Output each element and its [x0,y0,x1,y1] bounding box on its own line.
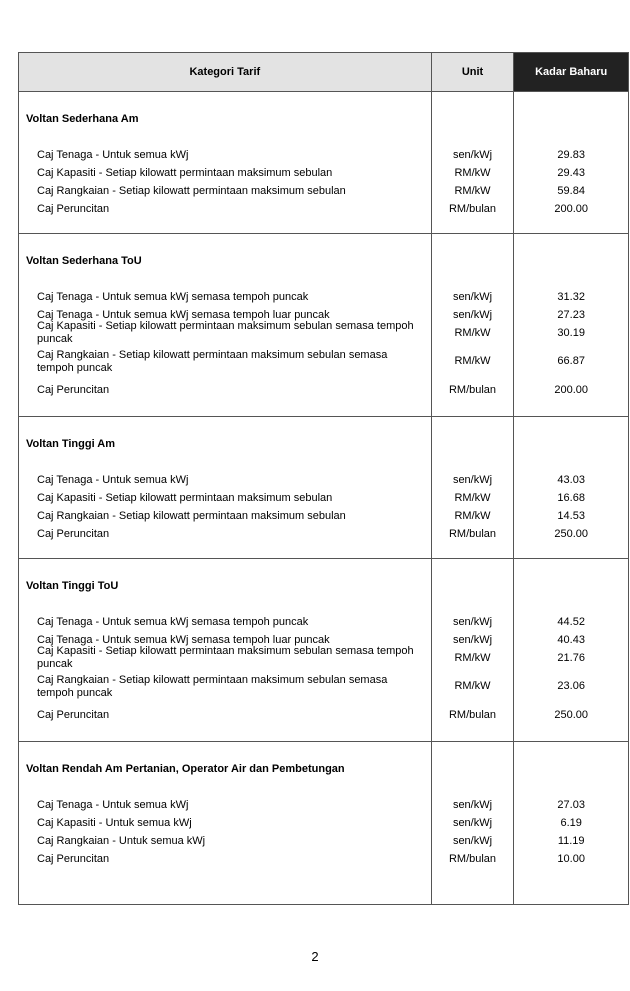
row-label: Caj Tenaga - Untuk semua kWj [37,799,189,811]
row-rate: 40.43 [557,634,585,646]
row-unit: sen/kWj [452,616,493,628]
row-label: Caj Tenaga - Untuk semua kWj semasa tempoh luar puncak [37,634,330,646]
row-unit: RM/kW [454,327,491,339]
row-label: Caj Tenaga - Untuk semua kWj [37,149,189,161]
row-label: Caj Tenaga - Untuk semua kWj semasa tempoh luar puncak [37,309,330,321]
row-unit: RM/bulan [448,709,497,721]
row-unit: sen/kWj [452,817,493,829]
section-title: Voltan Tinggi ToU [26,580,119,592]
section-category-col [19,742,432,904]
table-body [19,92,628,904]
row-rate: 200.00 [554,203,589,215]
section-rate-col [514,92,628,233]
row-unit: RM/kW [454,680,491,692]
row-label: Caj Peruncitan [37,384,110,396]
section-category-col [19,417,432,558]
row-label: Caj Peruncitan [37,528,110,540]
row-label: Caj Rangkaian - Setiap kilowatt permintaan maksimum sebulan [37,510,346,522]
section-title: Voltan Sederhana ToU [26,255,142,267]
row-unit: sen/kWj [452,634,493,646]
section-category-col [19,559,432,741]
row-label: Caj Kapasiti - Setiap kilowatt permintaan maksimum sebulan semasa tempoh puncak [37,645,414,670]
row-unit: RM/kW [454,167,491,179]
section-unit-col [432,92,515,233]
row-rate: 16.68 [557,492,585,504]
row-unit: RM/kW [454,185,491,197]
row-label: Caj Rangkaian - Setiap kilowatt permintaan maksimum sebulan semasa tempoh puncak [37,349,388,374]
row-rate: 44.52 [557,616,585,628]
row-rate: 43.03 [557,474,585,486]
section-rate-col [514,234,628,416]
row-label: Caj Peruncitan [37,853,110,865]
section-category-col [19,234,432,416]
row-unit: sen/kWj [452,799,493,811]
row-rate: 27.03 [557,799,585,811]
row-unit: sen/kWj [452,309,493,321]
row-rate: 250.00 [554,709,589,721]
tariff-section [19,559,628,742]
header-kategori: Kategori Tarif [19,53,432,91]
row-unit: sen/kWj [452,474,493,486]
header-unit: Unit [432,53,515,91]
section-unit-col [432,417,515,558]
row-label: Caj Tenaga - Untuk semua kWj [37,474,189,486]
row-rate: 11.19 [557,835,585,847]
row-label: Caj Rangkaian - Setiap kilowatt permintaan maksimum sebulan [37,185,346,197]
row-label: Caj Kapasiti - Setiap kilowatt permintaan maksimum sebulan [37,492,333,504]
row-label: Caj Tenaga - Untuk semua kWj semasa tempoh puncak [37,616,309,628]
row-unit: sen/kWj [452,149,493,161]
row-label: Caj Rangkaian - Setiap kilowatt permintaan maksimum sebulan semasa tempoh puncak [37,674,388,699]
row-unit: RM/bulan [448,853,497,865]
section-unit-col [432,234,515,416]
row-label: Caj Peruncitan [37,203,110,215]
row-unit: RM/bulan [448,203,497,215]
section-rate-col [514,417,628,558]
section-title: Voltan Sederhana Am [26,113,139,125]
row-rate: 200.00 [554,384,589,396]
header-kadar: Kadar Baharu [514,53,628,91]
section-rate-col [514,559,628,741]
row-rate: 250.00 [554,528,589,540]
row-rate: 29.43 [557,167,585,179]
row-unit: RM/kW [454,492,491,504]
row-label: Caj Kapasiti - Setiap kilowatt permintaan maksimum sebulan semasa tempoh puncak [37,320,414,345]
row-label: Caj Kapasiti - Setiap kilowatt permintaan maksimum sebulan [37,167,333,179]
section-title: Voltan Tinggi Am [26,438,116,450]
row-rate: 30.19 [557,327,585,339]
row-rate: 29.83 [557,149,585,161]
row-unit: RM/kW [454,355,491,367]
section-unit-col [432,742,515,904]
section-title: Voltan Rendah Am Pertanian, Operator Air dan Pembetungan [26,763,345,775]
tariff-section [19,742,628,904]
row-unit: RM/kW [454,652,491,664]
table-header [19,53,628,92]
tariff-section [19,234,628,417]
row-rate: 21.76 [557,652,585,664]
row-rate: 27.23 [557,309,585,321]
row-unit: RM/kW [454,510,491,522]
row-label: Caj Kapasiti - Untuk semua kWj [37,817,192,829]
section-rate-col [514,742,628,904]
tariff-section [19,417,628,559]
row-rate: 59.84 [557,185,585,197]
row-unit: RM/bulan [448,528,497,540]
row-unit: RM/bulan [448,384,497,396]
row-rate: 31.32 [557,291,585,303]
row-unit: sen/kWj [452,291,493,303]
section-category-col [19,92,432,233]
row-rate: 66.87 [557,355,585,367]
row-rate: 14.53 [557,510,585,522]
tariff-table [18,52,629,905]
page-number: 2 [311,949,319,964]
section-unit-col [432,559,515,741]
row-rate: 6.19 [560,817,582,829]
row-label: Caj Rangkaian - Untuk semua kWj [37,835,206,847]
tariff-section [19,92,628,234]
row-label: Caj Peruncitan [37,709,110,721]
row-label: Caj Tenaga - Untuk semua kWj semasa tempoh puncak [37,291,309,303]
row-unit: sen/kWj [452,835,493,847]
row-rate: 23.06 [557,680,585,692]
row-rate: 10.00 [557,853,585,865]
